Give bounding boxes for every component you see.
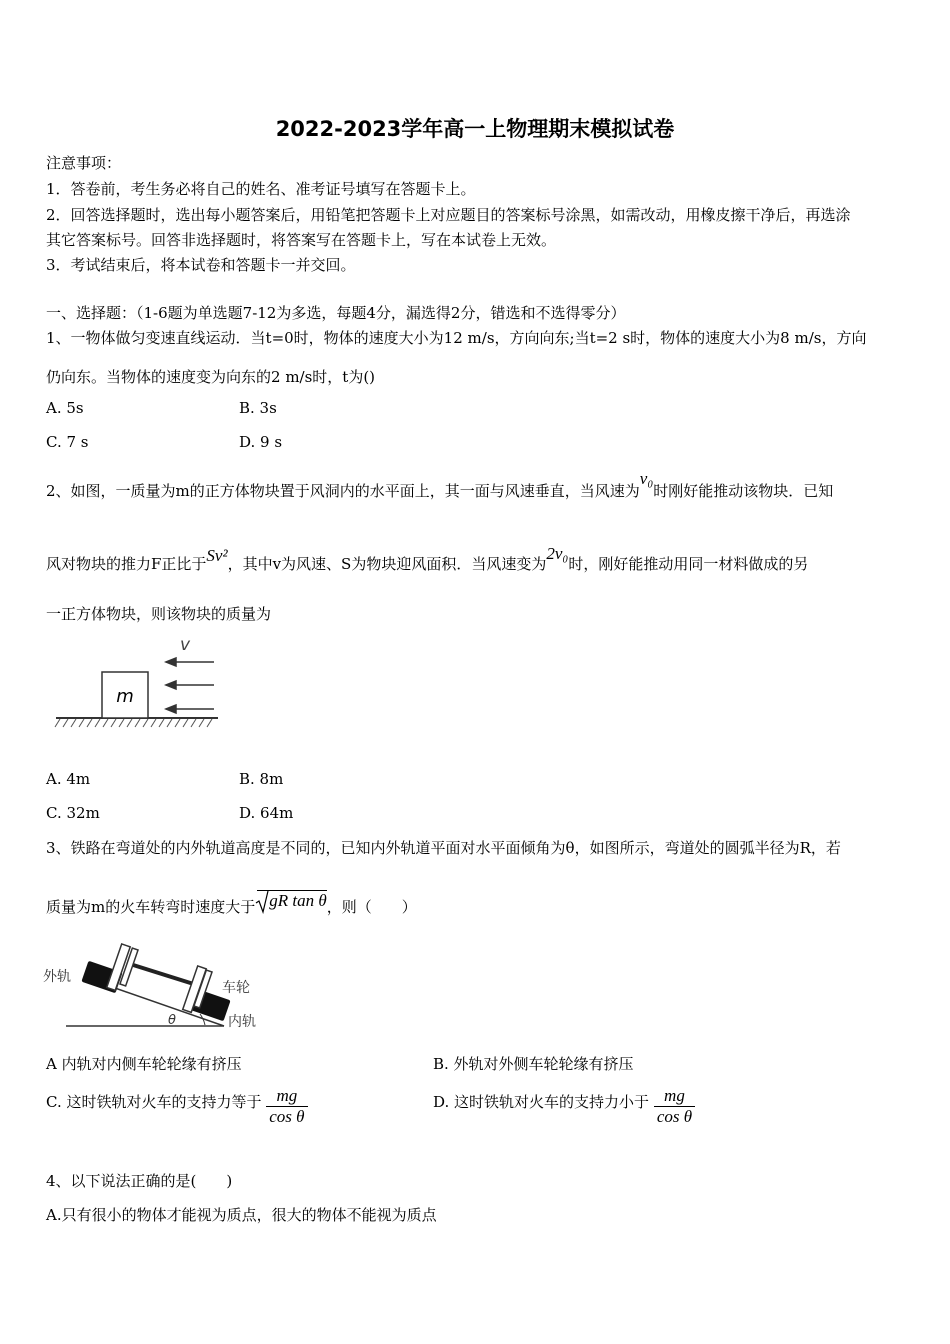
velocity-label: v bbox=[179, 635, 191, 655]
option-c bbox=[46, 1086, 308, 1127]
v0-symbol: v₀ bbox=[639, 469, 654, 488]
question-2-line bbox=[46, 469, 834, 501]
question-2-text: 风对物块的推力F正比于 bbox=[46, 555, 207, 573]
section-heading: 一、选择题：（1-6题为单选题7-12为多选，每题4分，漏选得2分，错选和不选得零分） bbox=[46, 304, 626, 322]
option-d bbox=[433, 1086, 695, 1127]
option-d: D. 9 s bbox=[239, 433, 283, 451]
option-c-text: C. 这时铁轨对火车的支持力等于 bbox=[46, 1092, 262, 1111]
question-3-text: 质量为m的火车转弯时速度大于 bbox=[46, 898, 256, 916]
fraction-mg-cos bbox=[266, 1086, 307, 1127]
notice-item: 3．考试结束后，将本试卷和答题卡一并交回。 bbox=[46, 256, 356, 274]
fraction-denominator: cos θ bbox=[656, 1107, 693, 1126]
option-d: D. 64m bbox=[239, 804, 294, 822]
fraction-denominator: cos θ bbox=[269, 1107, 305, 1126]
question-3-text: ，则（ ） bbox=[326, 898, 417, 916]
wind-tunnel-figure bbox=[52, 632, 222, 732]
question-2-text: 时刚好能推动该物块．已知 bbox=[653, 482, 834, 500]
question-2-line: 一正方体物块，则该物块的质量为 bbox=[46, 605, 272, 623]
notice-item: 其它答案标号。回答非选择题时，将答案写在答题卡上，写在本试卷上无效。 bbox=[46, 231, 557, 249]
sqrt-content: gR tan θ bbox=[269, 891, 327, 910]
question-2-line bbox=[46, 544, 809, 574]
option-c: C. 32m bbox=[46, 804, 100, 822]
option-a: A. 4m bbox=[46, 770, 91, 788]
wheel-label: 车轮 bbox=[222, 980, 250, 996]
question-1-line: 仍向东。当物体的速度变为向东的2 m/s时，t为() bbox=[46, 368, 376, 386]
sqrt-sign-icon bbox=[255, 890, 269, 914]
mass-label: m bbox=[116, 686, 134, 707]
option-a: A. 5s bbox=[46, 399, 84, 417]
notice-heading: 注意事项： bbox=[46, 154, 122, 172]
option-b: B. 3s bbox=[239, 399, 277, 417]
page-title: 2022-2023学年高一上物理期末模拟试卷 bbox=[275, 117, 675, 141]
fraction-numerator: mg bbox=[654, 1086, 695, 1107]
option-d-text: D. 这时铁轨对火车的支持力小于 bbox=[433, 1092, 650, 1111]
option-c: C. 7 s bbox=[46, 433, 89, 451]
question-2-text: ，其中v为风速、S为物块迎风面积．当风速变为 bbox=[227, 555, 547, 573]
question-1-line: 1、一物体做匀变速直线运动．当t=0时，物体的速度大小为12 m/s，方向向东;当t=2 s时，物体的速度大小为8 m/s，方向 bbox=[46, 329, 867, 347]
railway-figure bbox=[42, 936, 272, 1036]
option-a: A.只有很小的物体才能视为质点，很大的物体不能视为质点 bbox=[46, 1206, 437, 1224]
theta-label: θ bbox=[168, 1013, 176, 1028]
question-3-line: 3、铁路在弯道处的内外轨道高度是不同的，已知内外轨道平面对水平面倾角为θ，如图所示，弯道处的圆弧半径为R，若 bbox=[46, 839, 841, 857]
sqrt-formula bbox=[257, 890, 326, 911]
2v0-symbol: 2v₀ bbox=[546, 544, 569, 563]
fraction-mg-cos bbox=[654, 1086, 695, 1127]
option-b: B. 8m bbox=[239, 770, 284, 788]
notice-item: 2．回答选择题时，选出每小题答案后，用铅笔把答题卡上对应题目的答案标号涂黑，如需改动，用橡皮擦干净后，再选涂 bbox=[46, 206, 851, 224]
question-3-line bbox=[46, 891, 417, 917]
question-2-text: 时，刚好能推动用同一材料做成的另 bbox=[568, 555, 809, 573]
option-a: A 内轨对内侧车轮轮缘有挤压 bbox=[46, 1055, 242, 1073]
fraction-numerator: mg bbox=[266, 1086, 307, 1107]
inner-rail-label: 内轨 bbox=[228, 1014, 256, 1030]
notice-item: 1．答卷前，考生务必将自己的姓名、准考证号填写在答题卡上。 bbox=[46, 180, 476, 198]
sv2-formula: Sv² bbox=[206, 546, 228, 565]
option-b: B. 外轨对外侧车轮轮缘有挤压 bbox=[433, 1055, 634, 1073]
question-4-line: 4、以下说法正确的是( ) bbox=[46, 1172, 233, 1190]
outer-rail-label: 外轨 bbox=[43, 969, 71, 985]
question-2-text: 2、如图，一质量为m的正方体物块置于风洞内的水平面上，其一面与风速垂直，当风速为 bbox=[46, 482, 640, 500]
